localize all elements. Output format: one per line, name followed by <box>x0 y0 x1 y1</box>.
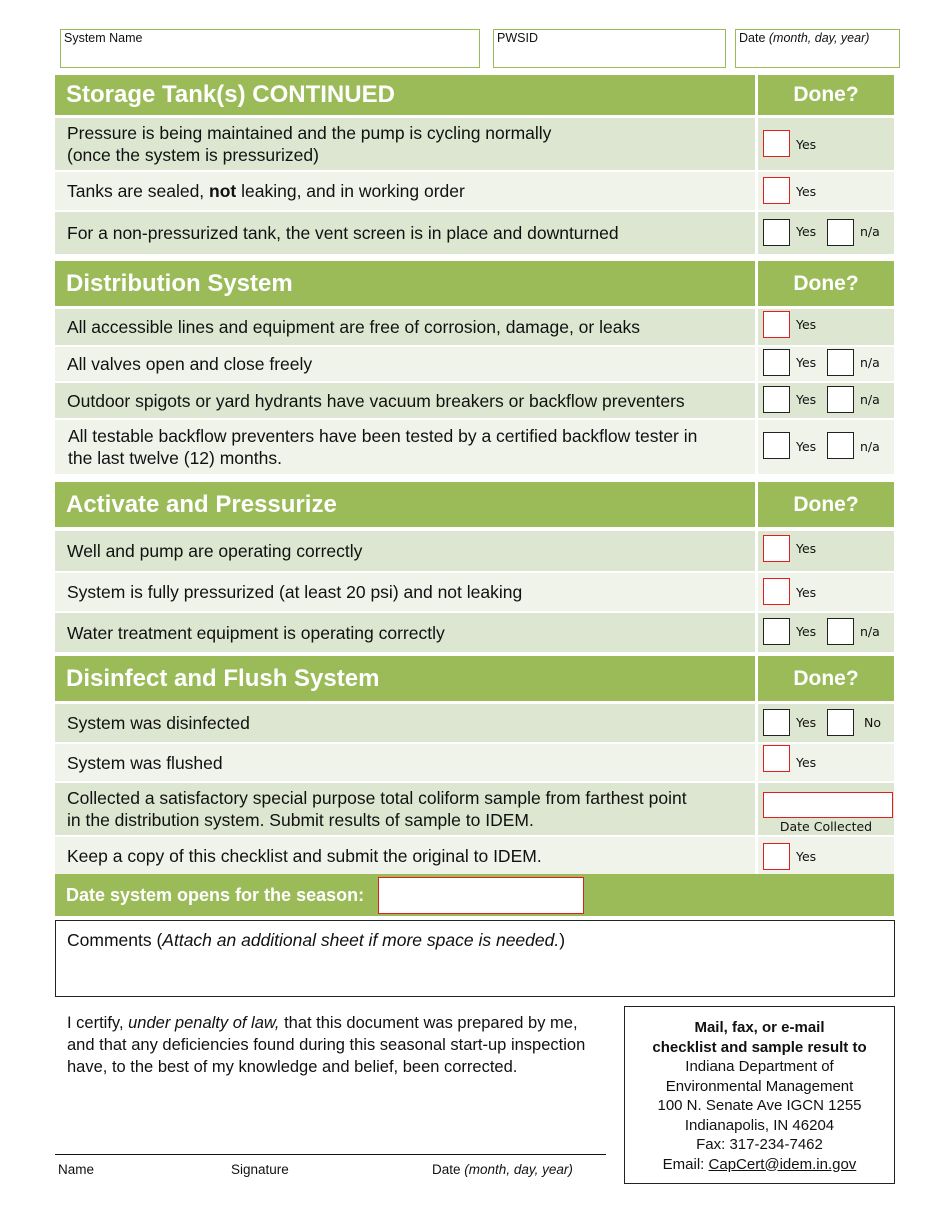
checklist-row <box>55 309 894 345</box>
section-header-distribution-system <box>55 261 894 306</box>
checklist-row <box>55 118 894 170</box>
section-header-activate-pressurize <box>55 482 894 527</box>
yes-label: Yes <box>796 392 817 407</box>
yes-label: Yes <box>796 585 817 600</box>
row-text: System is fully pressurized (at least 20 psi) and not leaking <box>67 582 523 602</box>
yes-label: Yes <box>796 184 817 199</box>
pwsid-field[interactable] <box>493 29 726 68</box>
na-checkbox[interactable] <box>827 432 854 459</box>
row-text: All valves open and close freely <box>67 354 313 374</box>
done-cell <box>755 613 894 652</box>
done-cell <box>755 383 894 418</box>
date-collected-label: Date Collected <box>779 819 873 834</box>
yes-label: Yes <box>796 317 817 332</box>
season-open-label: Date system opens for the season: <box>66 884 365 905</box>
row-text: Pressure is being maintained and the pump is cycling normally (once the system is pressurized) <box>67 123 552 165</box>
date-field[interactable] <box>735 29 900 68</box>
mail-heading-2: checklist and sample result to <box>652 1038 867 1056</box>
row-text: Water treatment equipment is operating correctly <box>67 622 445 643</box>
no-checkbox[interactable] <box>827 709 854 736</box>
na-label: n/a <box>860 224 880 239</box>
season-open-date-input[interactable] <box>378 877 584 914</box>
checklist-row <box>55 704 894 742</box>
checklist-row <box>55 420 894 474</box>
comments-box[interactable] <box>55 920 895 997</box>
certification-statement: I certify, under penalty of law, that this document was prepared by me, and that any deficiencies found during this seasonal start-up inspection have, to the best of my knowledge and belief, been corrected. <box>67 1014 586 1076</box>
yes-checkbox[interactable] <box>763 130 790 157</box>
yes-checkbox[interactable] <box>763 843 790 870</box>
yes-checkbox[interactable] <box>763 311 790 338</box>
yes-checkbox[interactable] <box>763 535 790 562</box>
done-cell <box>755 172 894 210</box>
yes-label: Yes <box>796 224 817 239</box>
checklist-row <box>55 573 894 611</box>
na-checkbox[interactable] <box>827 219 854 246</box>
na-label: n/a <box>860 355 880 370</box>
checklist-row <box>55 531 894 571</box>
season-open-bar <box>55 874 894 916</box>
yes-checkbox[interactable] <box>763 578 790 605</box>
section-title: Disinfect and Flush System <box>66 664 380 692</box>
yes-label: Yes <box>796 715 817 730</box>
row-text: All testable backflow preventers have been tested by a certified backflow tester in the last twelve (12) months. <box>68 426 698 468</box>
yes-checkbox[interactable] <box>763 432 790 459</box>
yes-checkbox[interactable] <box>763 177 790 204</box>
na-checkbox[interactable] <box>827 349 854 376</box>
done-header: Done? <box>755 656 894 701</box>
yes-checkbox[interactable] <box>763 745 790 772</box>
yes-label: Yes <box>796 439 817 454</box>
yes-label: Yes <box>796 849 817 864</box>
na-label: n/a <box>860 439 880 454</box>
checklist-row <box>55 744 894 781</box>
email-link[interactable]: CapCert@idem.in.gov <box>708 1155 857 1173</box>
checklist-row <box>55 783 894 835</box>
no-label: No <box>864 715 881 730</box>
mailing-instructions <box>624 1006 895 1184</box>
row-text: Keep a copy of this checklist and submit the original to IDEM. <box>67 845 542 866</box>
yes-label: Yes <box>796 355 817 370</box>
yes-checkbox[interactable] <box>763 618 790 645</box>
na-checkbox[interactable] <box>827 386 854 413</box>
na-label: n/a <box>860 392 880 407</box>
row-text: System was disinfected <box>67 713 250 733</box>
row-text: Tanks are sealed, not leaking, and in working order <box>67 181 465 201</box>
checklist-row <box>55 383 894 418</box>
row-text: System was flushed <box>67 752 223 773</box>
done-cell <box>755 212 894 254</box>
signature-label: Signature <box>231 1162 289 1177</box>
done-header: Done? <box>755 75 894 115</box>
row-text: All accessible lines and equipment are free of corrosion, damage, or leaks <box>67 317 640 337</box>
section-title: Distribution System <box>66 269 293 297</box>
done-cell <box>755 573 894 611</box>
email-line: Email: CapCert@idem.in.gov <box>662 1155 857 1173</box>
signature-date-label: Date (month, day, year) <box>432 1162 573 1177</box>
done-cell <box>755 744 894 781</box>
section-header-disinfect-flush <box>55 656 894 701</box>
yes-label: Yes <box>796 541 817 556</box>
section-title: Activate and Pressurize <box>66 490 337 518</box>
row-text: Well and pump are operating correctly <box>67 541 363 561</box>
done-header: Done? <box>755 482 894 527</box>
done-cell <box>755 783 894 835</box>
checklist-row <box>55 613 894 652</box>
yes-checkbox[interactable] <box>763 709 790 736</box>
done-cell <box>755 420 894 474</box>
done-header: Done? <box>755 261 894 306</box>
yes-checkbox[interactable] <box>763 219 790 246</box>
pwsid-label: PWSID <box>497 31 538 45</box>
done-cell <box>755 531 894 571</box>
checklist-row <box>55 837 894 874</box>
date-collected-input[interactable] <box>763 792 893 818</box>
yes-checkbox[interactable] <box>763 386 790 413</box>
row-text: Outdoor spigots or yard hydrants have vacuum breakers or backflow preventers <box>67 390 685 411</box>
row-text: Collected a satisfactory special purpose total coliform sample from farthest point in the distribution system. Submit results of sample to IDEM. <box>67 788 687 830</box>
mail-heading: Mail, fax, or e-mail <box>694 1019 825 1036</box>
done-cell <box>755 309 894 345</box>
row-text: For a non-pressurized tank, the vent screen is in place and downturned <box>67 223 619 243</box>
done-cell <box>755 118 894 170</box>
section-title: Storage Tank(s) CONTINUED <box>66 81 395 108</box>
yes-checkbox[interactable] <box>763 349 790 376</box>
mail-address-line: Indiana Department of <box>685 1058 834 1075</box>
name-label: Name <box>58 1162 95 1177</box>
done-cell <box>755 837 894 874</box>
checklist-row <box>55 347 894 381</box>
mail-address-line: Indianapolis, IN 46204 <box>684 1116 835 1134</box>
yes-label: Yes <box>796 137 817 152</box>
fax-number: Fax: 317-234-7462 <box>696 1136 823 1153</box>
mail-address-line: 100 N. Senate Ave IGCN 1255 <box>657 1097 862 1114</box>
system-name-label: System Name <box>64 31 143 45</box>
done-cell <box>755 347 894 381</box>
mail-address-line: Environmental Management <box>665 1077 854 1095</box>
checklist-row <box>55 172 894 210</box>
date-label: Date (month, day, year) <box>739 31 870 45</box>
yes-label: Yes <box>796 755 817 770</box>
signature-line[interactable] <box>55 1154 606 1155</box>
system-name-field[interactable] <box>60 29 480 68</box>
na-checkbox[interactable] <box>827 618 854 645</box>
yes-label: Yes <box>796 624 817 639</box>
comments-label: Comments (Attach an additional sheet if more space is needed.) <box>67 930 566 950</box>
section-header-storage-tanks <box>55 75 894 115</box>
na-label: n/a <box>860 624 880 639</box>
checklist-row <box>55 212 894 254</box>
done-cell <box>755 704 894 742</box>
